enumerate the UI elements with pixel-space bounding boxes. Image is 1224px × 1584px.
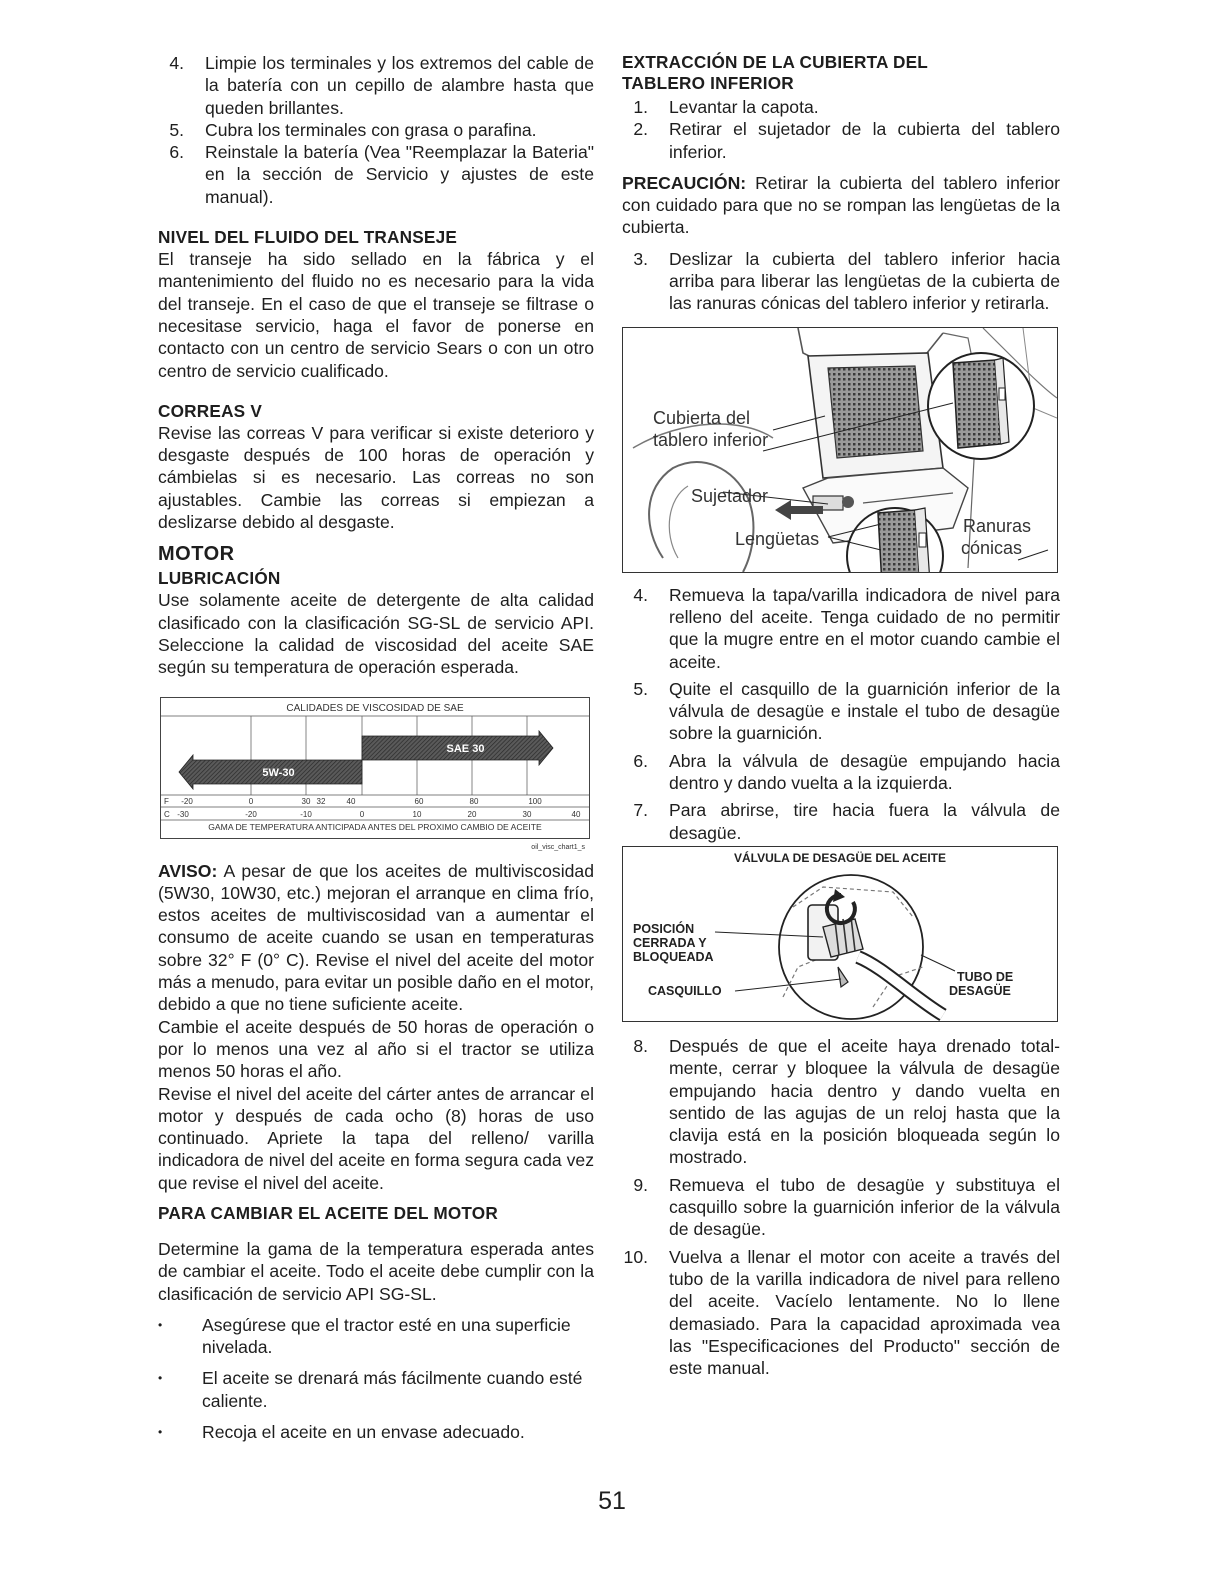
chart-c-tick-label: -10	[300, 809, 312, 819]
list-item: 8. Después de que el aceite haya drenado total-mente, cerrar y bloquee la válvula de desagüe empujando hacia dentro y dando vuelta en sentido de las agujas de un reloj hasta que la clavija está en la posición bloqueada según lo mostrado.	[633, 1035, 1060, 1168]
sae-viscosity-chart	[160, 697, 590, 851]
precaucion-paragraph: PRECAUCIÓN: Retirar la cubierta del tablero inferior con cuidado para que no se rompan las lengüetas de la cubierta.	[622, 172, 1060, 238]
oil-bullets-list	[158, 1314, 594, 1443]
chart-title: CALIDADES DE VISCOSIDAD DE SAE	[286, 702, 464, 714]
list-item: 1. Levantar la capota.	[633, 97, 819, 117]
chart-f-tick-label: 80	[469, 796, 479, 806]
fig1-label-ranuras-2: cónicas	[961, 537, 1023, 558]
fig1-label-cubierta-1: Cubierta del	[653, 407, 751, 428]
list-item: 5. Quite el casquillo de la guarnición inferior de la válvula de desagüe e instale el tubo de desagüe sobre la guarnición.	[633, 678, 1060, 744]
list-item: 6. Reinstale la batería (Vea "Reemplazar la Bateria" en la sección de Servicio y ajustes de este manual).	[169, 142, 594, 207]
fig2-label-posicion-3: BLOQUEADA	[633, 949, 714, 964]
chart-bar-label: 5W-30	[262, 766, 295, 779]
chart-f-tick-label: 100	[528, 796, 542, 806]
extraccion-steps-a	[622, 96, 1060, 163]
drain-valve-figure	[622, 846, 1058, 1022]
c-axis-label: C	[164, 809, 170, 819]
drain-valve-illustration	[623, 847, 1057, 1021]
list-item: • Recoja el aceite en un envase adecuado.	[158, 1421, 594, 1443]
correas-paragraph: Revise las correas V para verificar si existe deterioro y desgaste después de 100 horas de operación y cámbielas si es necesario. Las correas no son ajustables. Cambie las correas si empiezan a deslizarse debido al desgaste.	[158, 422, 594, 533]
aviso-paragraph: AVISO: A pesar de que los aceites de multiviscosidad (5W30, 10W30, etc.) mejoran el arranque en clima frío, estos aceites de multiviscosidad van a aumentar el consumo de aceite cuando se usan en temperaturas sobre 32° F (0° C). Revise el nivel del aceite del motor más a menudo, para evitar un posible daño en el motor, debido a que no tiene suficiente aceite.	[158, 860, 594, 1015]
fig2-label-casquillo: CASQUILLO	[648, 983, 722, 998]
lubricacion-paragraph: Use solamente aceite de detergente de alta calidad clasificado con la clasificación SG-SL de servicio API. Seleccione la calidad de viscosidad del aceite SAE según su temperatura de operación esperada.	[158, 590, 594, 678]
right-column	[622, 52, 1060, 1379]
cambiar-aceite-heading: PARA CAMBIAR EL ACEITE DEL MOTOR	[158, 1202, 498, 1223]
transeje-paragraph: El transeje ha sido sellado en la fábrica y el mantenimiento del fluido no es necesario para la vida del transeje. En el caso de que el transeje se filtrase o necesitase servicio, haga el favor de ponerse en contacto con un centro de servicio Sears o con un otro centro de servicio cualificado.	[158, 249, 594, 381]
correas-heading: CORREAS V	[158, 400, 262, 421]
list-item: • Asegúrese que el tractor esté en una superficie nivelada.	[158, 1314, 594, 1359]
chart-f-tick-label: 32	[316, 796, 326, 806]
chart-bar-label: SAE 30	[446, 742, 485, 755]
list-item: 4. Remueva la tapa/varilla indicadora de nivel para relleno del aceite. Tenga cuidado de no permitir que la mugre entre en el motor cuando cambie el aceite.	[633, 584, 1060, 672]
fig1-label-ranuras-1: Ranuras	[963, 515, 1032, 536]
list-item: • El aceite se drenará más fácilmente cuando esté caliente.	[158, 1367, 594, 1412]
list-item: 6. Abra la válvula de desagüe empujando hacia dentro y dando vuelta a la izquierda.	[633, 750, 1060, 794]
oil-change-steps-c	[622, 584, 1060, 844]
chart-f-tick-label: 40	[346, 796, 356, 806]
left-column	[158, 52, 594, 1443]
extraccion-steps-b	[622, 248, 1060, 315]
chart-x-label: GAMA DE TEMPERATURA ANTICIPADA ANTES DEL PROXIMO CAMBIO DE ACEITE	[208, 821, 542, 832]
lubricacion-heading: LUBRICACIÓN	[158, 568, 281, 589]
viscosity-chart-svg	[161, 698, 589, 838]
f-axis-label: F	[164, 796, 169, 806]
motor-heading: MOTOR	[158, 543, 235, 566]
chart-c-tick-label: -30	[177, 809, 189, 819]
chart-f-tick-label: -20	[181, 796, 193, 806]
dashboard-cover-figure	[622, 327, 1058, 573]
fig1-label-lenguetas: Lengüetas	[735, 528, 820, 549]
chart-f-tick-label: 60	[414, 796, 424, 806]
aviso-label: AVISO:	[158, 860, 218, 881]
list-item: 7. Para abrirse, tire hacia fuera la válvula de desagüe.	[633, 800, 1060, 843]
list-item: 4. Limpie los terminales y los extremos del cable de la batería con un cepillo de alambre hasta que queden brillantes.	[169, 53, 594, 118]
fig2-label-tubo-2: DESAGÜE	[949, 983, 1011, 998]
precaucion-label: PRECAUCIÓN:	[622, 172, 747, 193]
chart-c-tick-label: -20	[245, 809, 257, 819]
list-item: 2. Retirar el sujetador de la cubierta del tablero inferior.	[633, 119, 1060, 162]
revise-paragraph: Revise el nivel del aceite del cárter antes de arrancar el motor y después de cada ocho (8) horas de uso continuado. Apriete la tapa del relleno/ varilla indicadora de nivel del aceite en forma segura cada vez que revise el nivel del aceite.	[158, 1083, 594, 1193]
list-item: 3. Deslizar la cubierta del tablero inferior hacia arriba para liberar las lengüetas de la cubierta de las ranuras cónicas del tablero inferior y retirarla.	[633, 248, 1060, 314]
fig2-label-tubo-1: TUBO DE	[957, 969, 1014, 984]
list-item: 9. Remueva el tubo de desagüe y substituya el casquillo sobre la guarnición inferior de la válvula de desagüe.	[633, 1174, 1060, 1240]
transeje-heading: NIVEL DEL FLUIDO DEL TRANSEJE	[158, 227, 457, 248]
oil-change-steps-d	[622, 1035, 1060, 1379]
list-item: 5. Cubra los terminales con grasa o parafina.	[169, 119, 537, 140]
cambiar-aceite-paragraph: Determine la gama de la temperatura esperada antes de cambiar el aceite. Todo el aceite debe cumplir con la clasificación de servicio API SG-SL.	[158, 1238, 594, 1304]
page-number: 51	[598, 1487, 626, 1515]
fig1-label-cubierta-2: tablero inferior	[653, 429, 769, 450]
chart-f-tick-label: 30	[301, 796, 311, 806]
list-item: 10. Vuelva a llenar el motor con aceite a través del tubo de la varilla indicadora de nivel para relleno del aceite. Vacíelo lentamente. No lo llene demasiado. Para la capacidad aproximada vea las "Especificaciones del Producto" sección de este manual.	[623, 1246, 1060, 1379]
fig2-label-posicion-2: CERRADA Y	[633, 935, 707, 950]
fig2-label-posicion-1: POSICIÓN	[633, 921, 695, 936]
chart-f-tick-label: 0	[248, 796, 254, 806]
chart-c-tick-label: 10	[412, 809, 422, 819]
extraccion-heading: EXTRACCIÓN DE LA CUBIERTA DEL TABLERO INFERIOR	[622, 52, 928, 93]
chart-code: oil_visc_chart1_s	[531, 843, 585, 851]
cambie-paragraph: Cambie el aceite después de 50 horas de operación o por lo menos una vez al año si el tractor se utiliza menos 50 horas el año.	[158, 1016, 594, 1082]
fig2-title: VÁLVULA DE DESAGÜE DEL ACEITE	[733, 850, 947, 865]
chart-c-tick-label: 20	[467, 809, 477, 819]
chart-c-tick-label: 30	[522, 809, 532, 819]
chart-c-tick-label: 40	[571, 809, 581, 819]
dashboard-cover-illustration	[623, 328, 1057, 572]
chart-c-tick-label: 0	[359, 809, 365, 819]
battery-steps-list	[158, 52, 594, 208]
fig1-label-sujetador: Sujetador	[691, 485, 769, 506]
